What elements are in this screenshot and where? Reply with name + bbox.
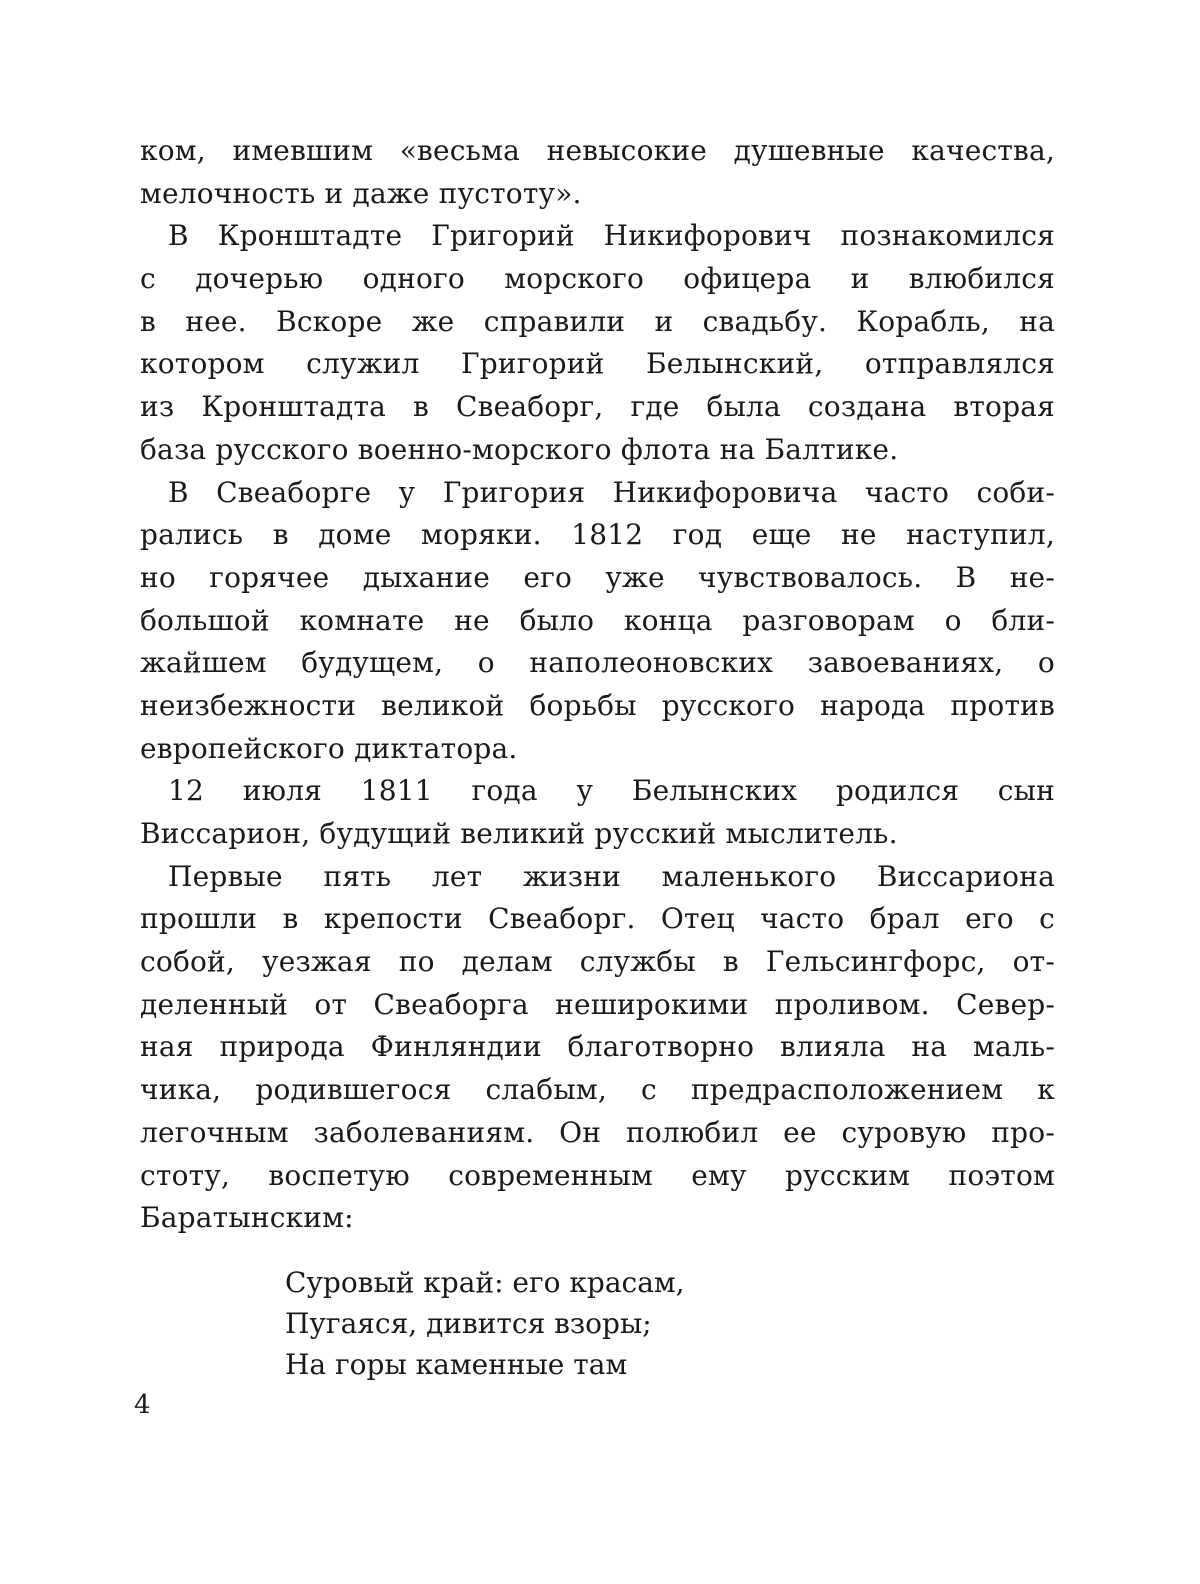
text-line: прошли в крепости Свеаборг. Отец часто брал его с [140,902,1055,936]
text-line: Виссарион, будущий великий русский мыслитель. [140,817,898,850]
text-line: неизбежности великой борьбы русского народа против [140,688,1055,722]
text-line: Баратынским: [140,1201,354,1235]
text-line: стоту, воспетую современным ему русским поэтом [140,1158,1055,1192]
poem-line: Суровый край: его красам, [285,1266,685,1299]
text-line: с дочерью одного морского офицера и влюбился [140,262,1055,296]
text-line: деленный от Свеаборга неширокими проливом. Север- [140,987,1055,1021]
poem-quote [285,1262,885,1385]
poem-line: На горы каменные там [285,1348,628,1381]
text-line: ная природа Финляндии благотворно влияла на маль- [140,1030,1055,1064]
text-line: жайшем будущем, о наполеоновских завоеваниях, о [140,646,1055,680]
text-line: легочным заболеваниям. Он полюбил ее суровую про- [140,1115,1055,1149]
text-line: но горячее дыхание его уже чувствовалось. В не- [140,560,1055,594]
text-line: ком, имевшим «весьма невысокие душевные качества, [140,134,1055,167]
poem-line: Пугаяся, дивится взоры; [285,1307,652,1340]
page-number: 4 [134,1390,151,1420]
text-line: большой комнате не было конца разговорам о бли- [140,603,1055,637]
text-line: В Кронштадте Григорий Никифорович познакомился [168,219,1055,253]
text-line: Первые пять лет жизни маленького Виссариона [168,859,1055,893]
text-line: котором служил Григорий Белынский, отправлялся [140,347,1055,381]
text-line: мелочность и даже пустоту». [140,176,582,210]
body-text [140,130,1055,1240]
text-line: рались в доме моряки. 1812 год еще не наступил, [140,518,1055,552]
text-line: чика, родившегося слабым, с предрасположением к [140,1073,1055,1107]
text-line: европейского диктатора. [140,731,518,765]
text-line: В Свеаборге у Григория Никифоровича часто соби- [168,475,1055,509]
text-line: в нее. Вскоре же справили и свадьбу. Корабль, на [140,304,1055,338]
text-line: 12 июля 1811 года у Белынских родился сын [168,774,1055,808]
text-line: из Кронштадта в Свеаборг, где была создана вторая [140,390,1055,424]
text-line: собой, уезжая по делам службы в Гельсингфорс, от- [140,945,1055,979]
text-line: база русского военно-морского флота на Балтике. [140,432,899,466]
